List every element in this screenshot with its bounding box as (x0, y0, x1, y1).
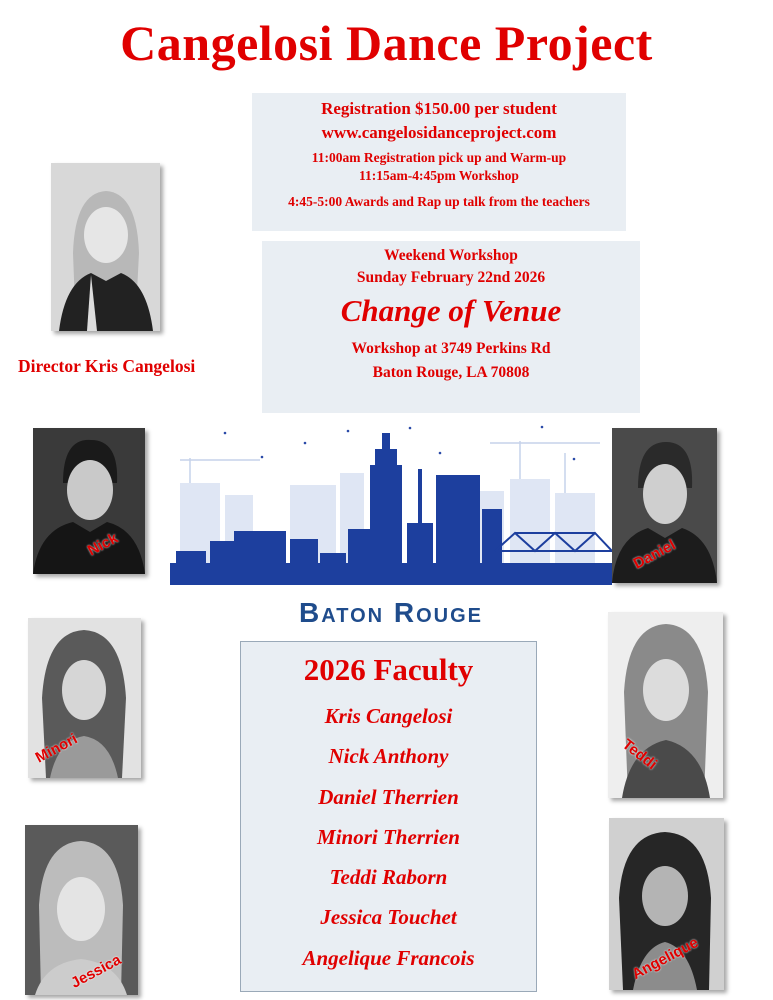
photo-nick (33, 428, 145, 574)
faculty-member: Nick Anthony (328, 744, 449, 769)
faculty-list (241, 696, 536, 978)
registration-info-panel (252, 93, 626, 231)
photo-angelique (609, 818, 724, 990)
faculty-heading: 2026 Faculty (303, 652, 474, 687)
event-name: Weekend Workshop (384, 247, 518, 264)
director-label: Director Kris Cangelosi (18, 356, 196, 376)
schedule-warmup: 11:00am Registration pick up and Warm-up (311, 150, 567, 165)
photo-minori (28, 618, 141, 778)
photo-label-daniel: Daniel (630, 536, 679, 573)
photo-label-nick: Nick (84, 529, 121, 560)
schedule-awards: 4:45-5:00 Awards and Rap up talk from the teachers (288, 194, 590, 209)
page-title: Cangelosi Dance Project (120, 15, 653, 71)
photo-label-jessica: Jessica (68, 951, 125, 992)
event-date: Sunday February 22nd 2026 (356, 269, 546, 286)
photo-teddi (608, 612, 723, 798)
photo-label-teddi: Teddi (618, 735, 661, 774)
photo-jessica (25, 825, 138, 995)
venue-address-line-1: Workshop at 3749 Perkins Rd (351, 340, 551, 357)
venue-headline: Change of Venue (340, 293, 562, 328)
venue-address-line-2: Baton Rouge, LA 70808 (372, 364, 530, 381)
director-photo (51, 163, 160, 331)
faculty-member: Daniel Therrien (318, 784, 459, 809)
city-label: Baton Rouge (299, 597, 483, 628)
faculty-member: Teddi Raborn (329, 865, 448, 890)
schedule-workshop: 11:15am-4:45pm Workshop (359, 168, 519, 183)
faculty-member: Jessica Touchet (320, 905, 457, 930)
photo-daniel (612, 428, 717, 583)
photo-label-angelique: Angelique (629, 933, 702, 984)
faculty-member: Minori Therrien (317, 824, 460, 849)
photo-label-minori: Minori (32, 730, 81, 767)
faculty-member: Angelique Francois (302, 945, 475, 970)
registration-price: Registration $150.00 per student (321, 99, 557, 118)
website-link[interactable]: www.cangelosidanceproject.com (321, 123, 557, 142)
faculty-member: Kris Cangelosi (324, 704, 453, 728)
venue-panel (262, 241, 640, 413)
faculty-panel (240, 641, 537, 992)
